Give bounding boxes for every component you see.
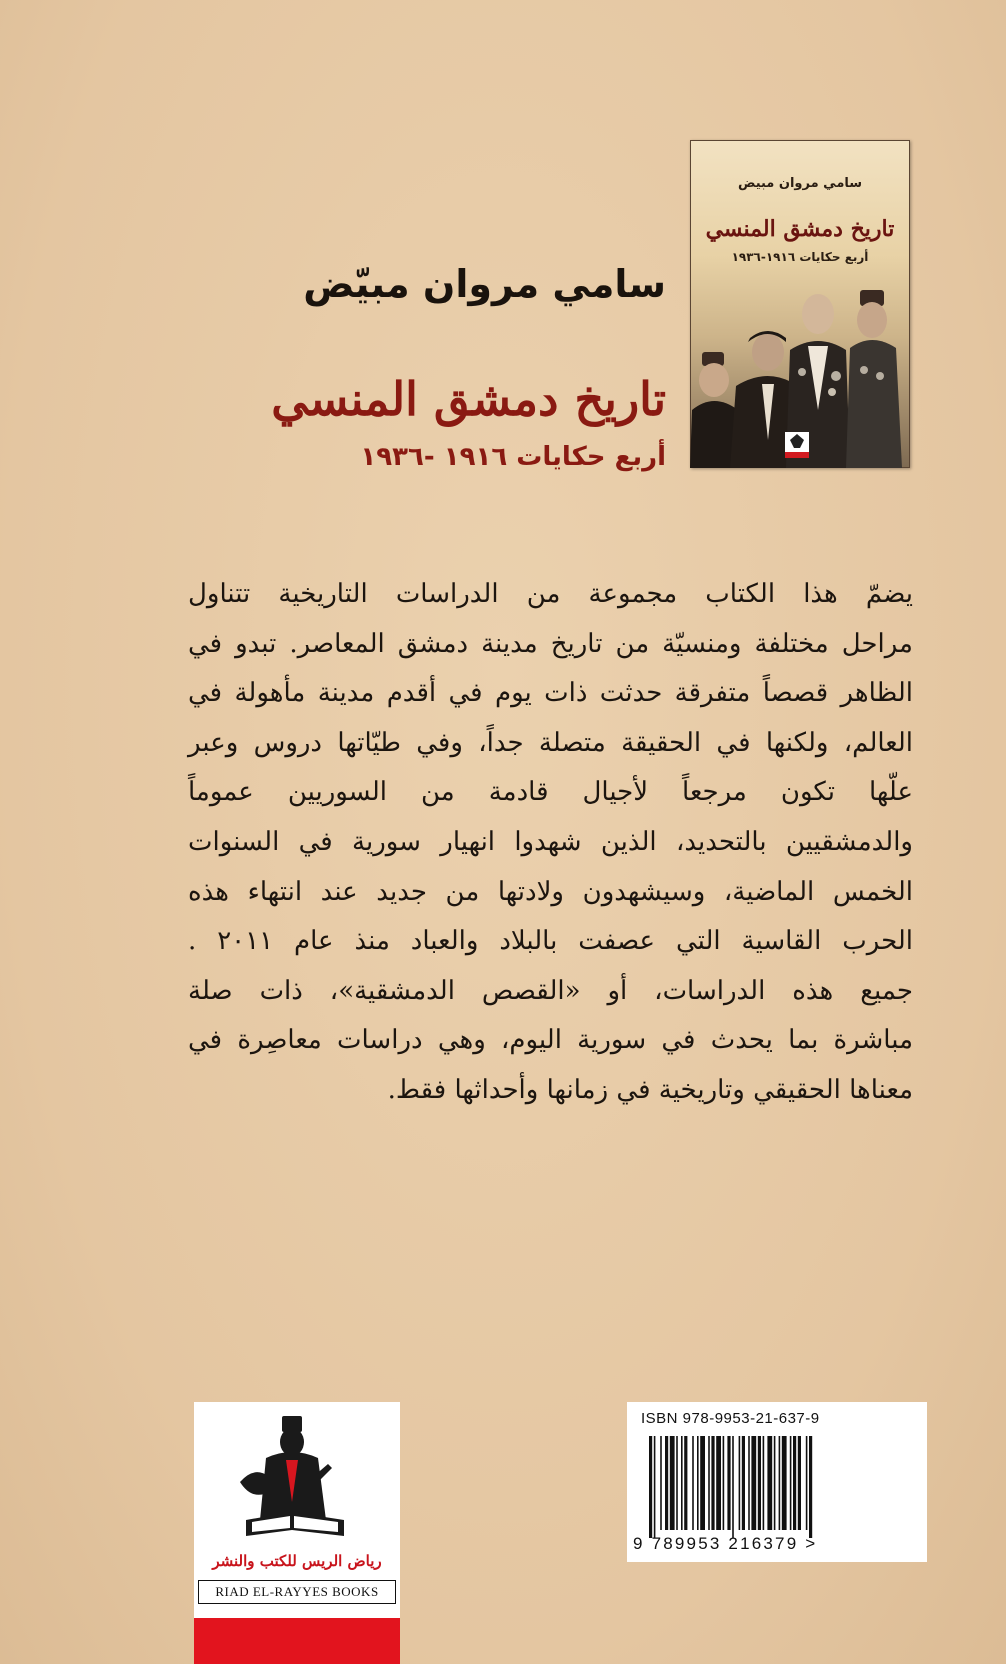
barcode-digits: 9 789953 216379 > <box>633 1534 818 1553</box>
publisher-name-english: RIAD EL-RAYYES BOOKS <box>198 1580 396 1604</box>
blurb-line: الخمس الماضية، وسيشهدون ولادتها من جديد عند انتهاء هذه <box>188 876 913 907</box>
blurb-line: علّها تكون مرجعاً لأجيال قادمة من السوريين عموماً <box>188 777 913 808</box>
blurb-line: الحرب القاسية التي عصفت بالبلاد والعباد منذ عام ٢٠١١ . <box>188 926 914 957</box>
blurb-line: مراحل مختلفة ومنسيّة من تاريخ مدينة دمشق المعاصر. تبدو في <box>188 628 913 659</box>
blurb <box>188 570 913 1116</box>
thumbnail-subtitle: أربع حكايات ١٩١٦-١٩٣٦ <box>731 250 869 264</box>
blurb-line: العالم، ولكنها في الحقيقة متصلة جداً، وفي طيّاتها دروس وعبر <box>188 727 913 758</box>
isbn-barcode <box>627 1402 927 1562</box>
blurb-line: الظاهر قصصاً متفرقة حدثت ذات يوم في أقدم مدينة مأهولة في <box>188 678 913 709</box>
thumbnail-title: تاريخ دمشق المنسي <box>705 216 895 242</box>
book-subtitle: أربع حكايات ١٩١٦ -١٩٣٦ <box>360 442 666 472</box>
isbn-label: ISBN 978-9953-21-637-9 <box>641 1410 820 1427</box>
publisher-name-arabic: رياض الريس للكتب والنشر <box>212 1552 382 1570</box>
logo-red-band <box>194 1618 400 1664</box>
publisher-logo <box>194 1402 400 1664</box>
blurb-line: مباشرة بما يحدث في سورية اليوم، وهي دراسات معاصِرة في <box>188 1025 913 1056</box>
blurb-line: والدمشقيين بالتحديد، الذين شهدوا انهيار سورية في السنوات <box>188 826 913 857</box>
thumbnail-author: سامي مروان مبيض <box>737 176 863 191</box>
cover-thumbnail <box>690 140 910 468</box>
author-name: سامي مروان مبيّض <box>303 262 666 306</box>
blurb-line: معناها الحقيقي وتاريخية في زمانها وأحداثها فقط. <box>387 1074 913 1105</box>
blurb-line: جميع هذه الدراسات، أو «القصص الدمشقية»، ذات صلة <box>188 975 913 1006</box>
blurb-line: يضمّ هذا الكتاب مجموعة من الدراسات التاريخية تتناول <box>188 579 913 609</box>
book-title: تاريخ دمشق المنسي <box>271 372 666 426</box>
publisher-emblem-icon <box>194 1402 400 1562</box>
